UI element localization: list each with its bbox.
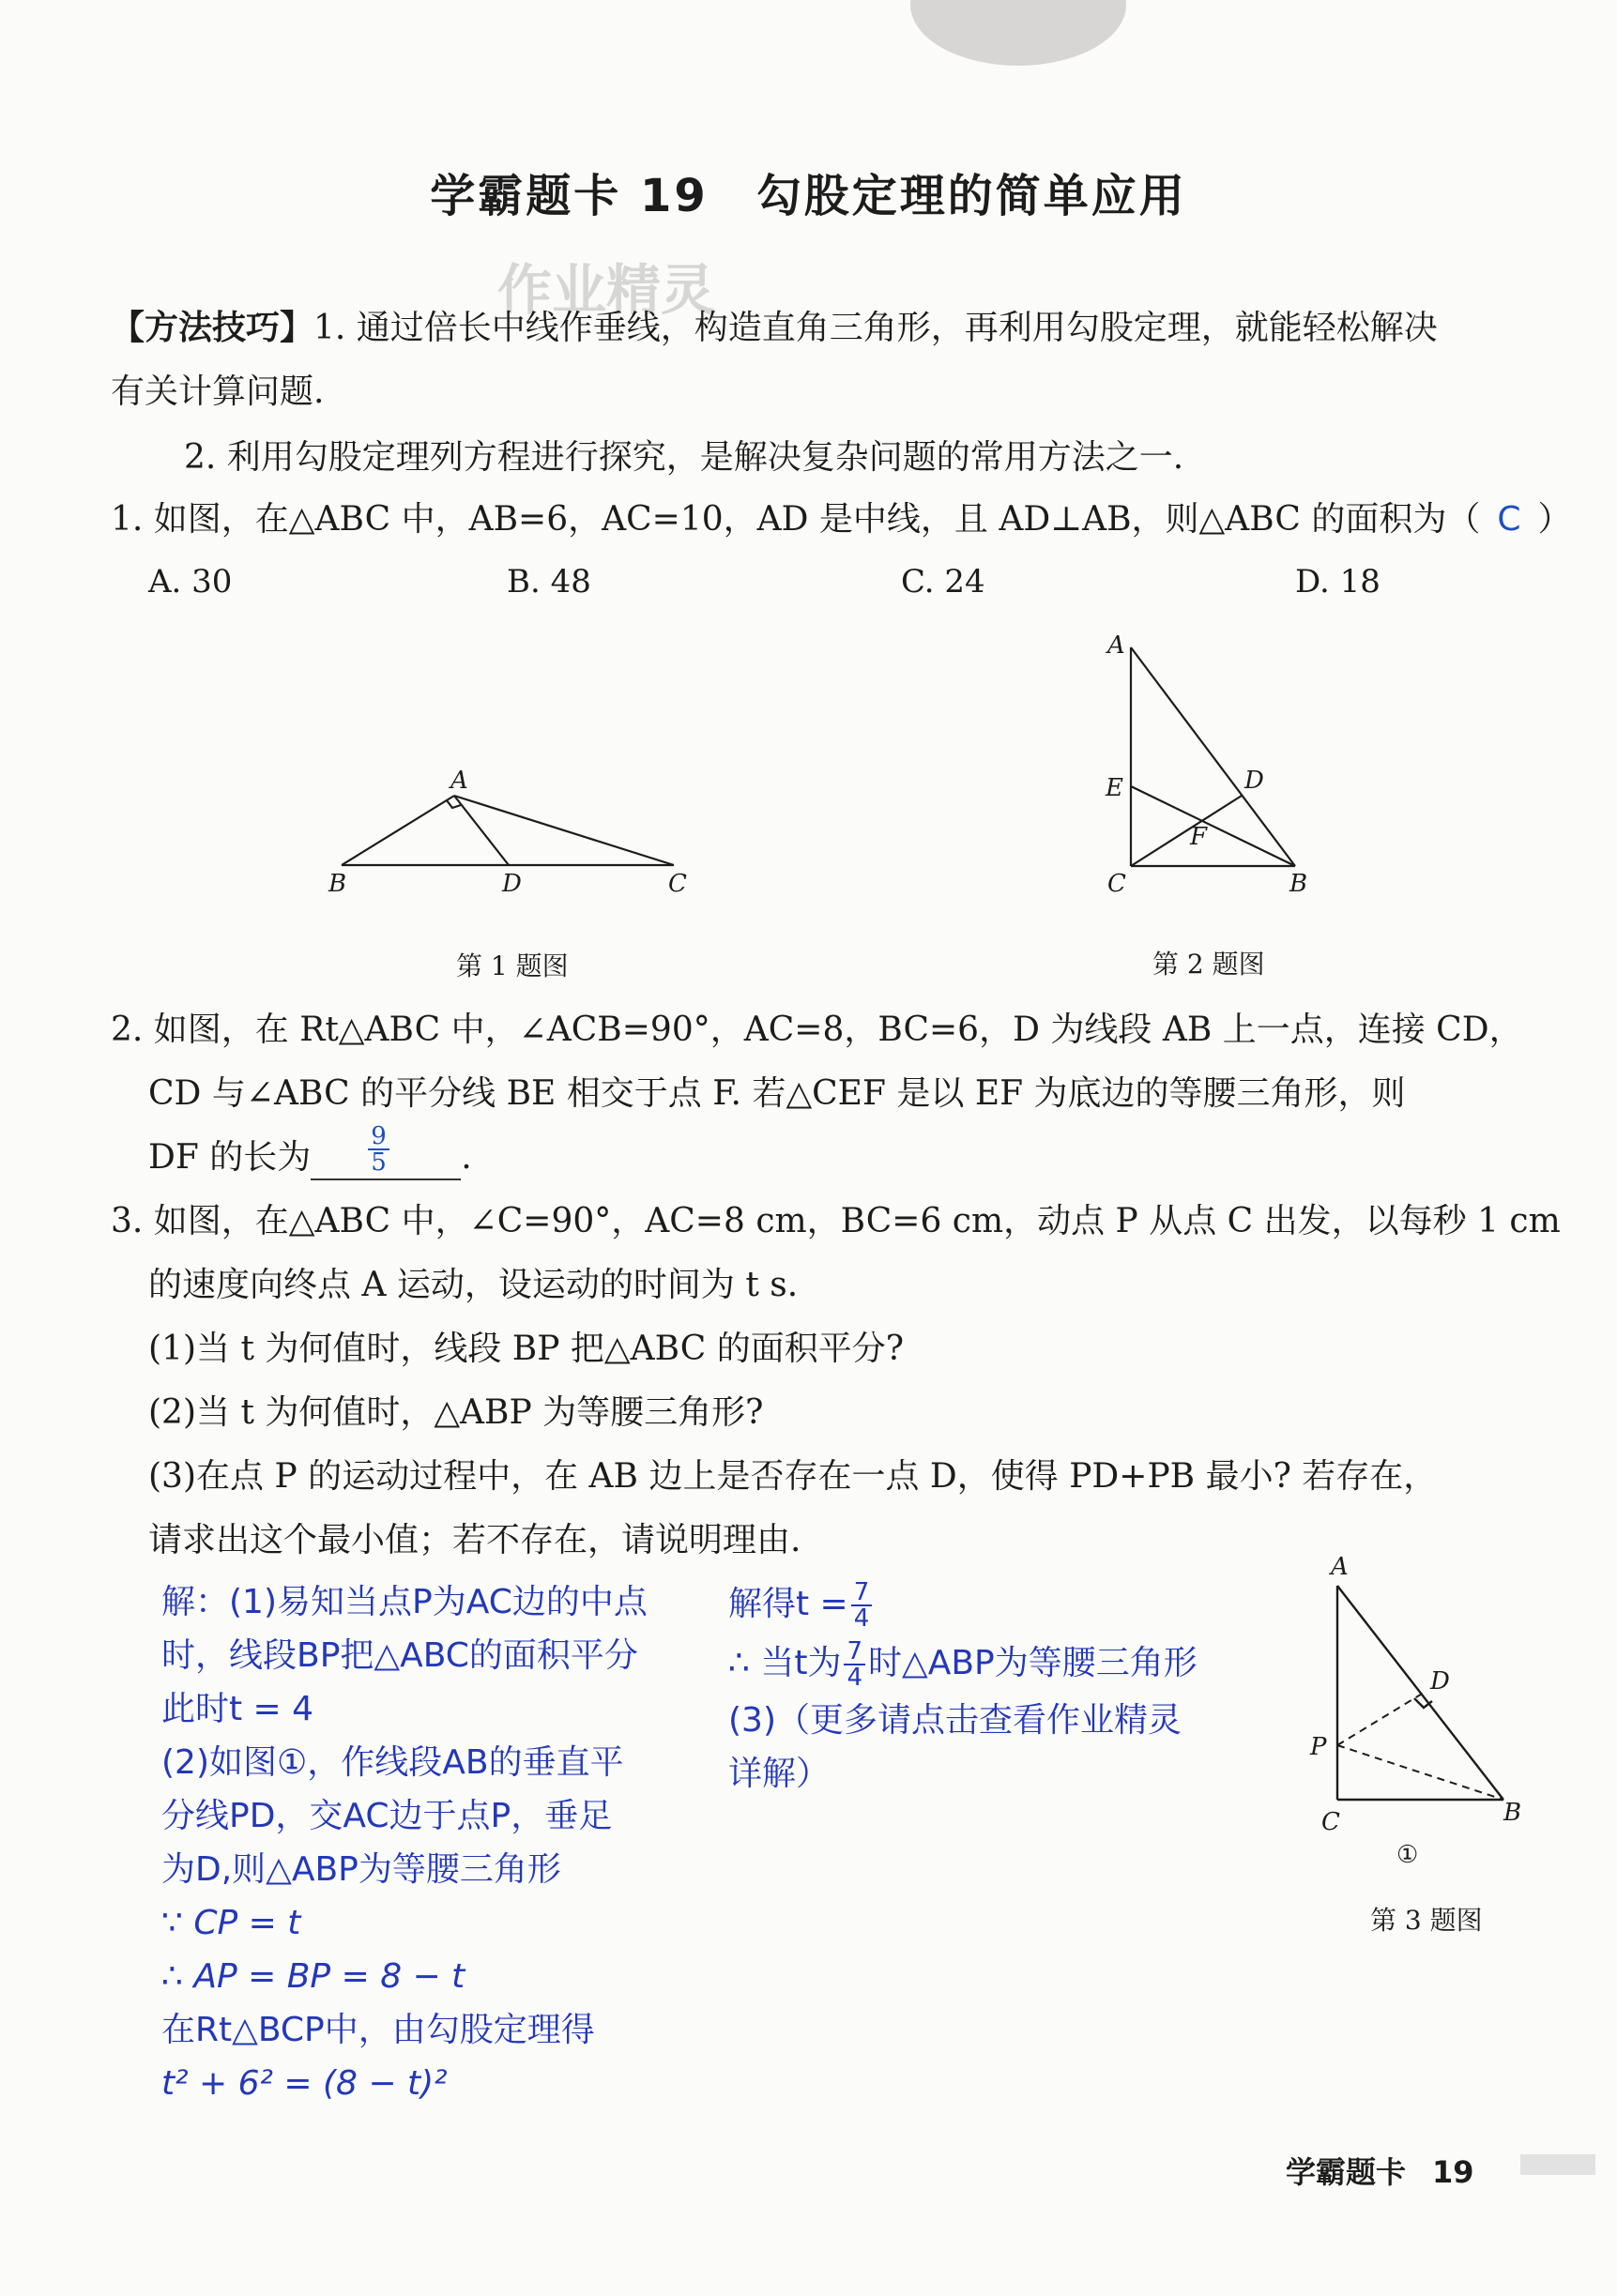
- fig2-label-b: B: [1289, 870, 1308, 898]
- solution-line: 时，线段BP把△ABC的面积平分: [161, 1636, 638, 1675]
- page-number: 19: [1432, 2154, 1474, 2190]
- fig3-label-a: A: [1331, 1553, 1349, 1581]
- solution-left: [161, 1580, 648, 2106]
- solution-line: 在Rt△BCP中，由勾股定理得: [161, 2011, 595, 2049]
- tips-line-1b: 有关计算问题.: [111, 373, 325, 411]
- q1-option-d: D. 18: [1295, 563, 1381, 601]
- footer-label: 学霸题卡: [1286, 2154, 1407, 2190]
- solution-right-line-3: (3)（更多请点击查看作业精灵: [728, 1701, 1182, 1740]
- q2-answer-blank: [311, 1122, 461, 1180]
- solution-right-line-2: ∴ 当t为 $\frac{7}{4}$ 时△ABP为等腰三角形: [728, 1637, 1197, 1692]
- q3-sub-3b: 请求出这个最小值；若不存在，请说明理由.: [148, 1521, 801, 1559]
- fig2-label-c: C: [1107, 870, 1126, 898]
- fig3-label-d: D: [1430, 1667, 1450, 1695]
- solution-line: 为D,则△ABP为等腰三角形: [161, 1850, 561, 1889]
- q3-sub-1: (1)当 t 为何值时，线段 BP 把△ABC 的面积平分?: [148, 1330, 905, 1368]
- solution-line: ∵ CP = t: [161, 1904, 301, 1942]
- q3-line-2: 的速度向终点 A 运动，设运动的时间为 t s.: [148, 1266, 799, 1304]
- solution-right-line-4: 详解）: [728, 1755, 831, 1793]
- fig3-label-c: C: [1321, 1808, 1340, 1836]
- q2-line-2: CD 与∠ABC 的平分线 BE 相交于点 F. 若△CEF 是以 EF 为底边的等腰三角形，则: [148, 1074, 1406, 1113]
- solution-line: 分线PD，交AC边于点P，垂足: [161, 1797, 613, 1835]
- figure-1-caption: 第 1 题图: [456, 950, 569, 981]
- solution-fraction: $\frac{7}{4}$: [844, 1639, 865, 1690]
- fig3-circle-label: ①: [1396, 1841, 1419, 1869]
- solution-right-line-1: 解得t = $\frac{7}{4}$: [728, 1580, 1197, 1631]
- tips-line-1: 【方法技巧】1. 通过倍长中线作垂线，构造直角三角形，再利用勾股定理，就能轻松解决: [111, 309, 1438, 347]
- tips-tag: 【方法技巧】: [111, 309, 314, 347]
- fig1-label-c: C: [668, 870, 687, 898]
- page-title: 学霸题卡 19 勾股定理的简单应用: [430, 170, 1187, 222]
- figure-3: [1295, 1548, 1558, 1886]
- q1-answer: C: [1497, 500, 1521, 539]
- fig1-label-b: B: [328, 870, 347, 898]
- footer-bar: [1520, 2154, 1595, 2175]
- fig2-label-d: D: [1244, 767, 1264, 795]
- solution-line: 解：(1)易知当点P为AC边的中点: [161, 1583, 648, 1621]
- q2-line-1: 2. 如图，在 Rt△ABC 中，∠ACB=90°，AC=8，BC=6，D 为线段 AB 上一点，连接 CD，: [111, 1011, 1523, 1049]
- q3-line-1: 3. 如图，在△ABC 中，∠C=90°，AC=8 cm，BC=6 cm，动点 P 从点 C 出发，以每秒 1 cm: [111, 1202, 1561, 1240]
- figure-1: [310, 760, 704, 910]
- solution-line: ∴ AP = BP = 8 − t: [161, 1957, 465, 1996]
- fig2-label-a: A: [1107, 631, 1125, 660]
- solution-right: [728, 1580, 1197, 1797]
- q1-option-a: A. 30: [148, 563, 233, 601]
- fig1-label-d: D: [502, 870, 522, 898]
- solution-line: t² + 6² = (8 − t)²: [161, 2064, 448, 2103]
- q1-stem: 1. 如图，在△ABC 中，AB=6，AC=10，AD 是中线，且 AD⊥AB，则△ABC 的面积为（ C ）: [111, 500, 1572, 539]
- figure-2-caption: 第 2 题图: [1152, 949, 1265, 980]
- q2-answer-fraction: $\frac{9}{5}$: [368, 1124, 389, 1175]
- solution-line: (2)如图①，作线段AB的垂直平: [161, 1743, 624, 1782]
- fig1-label-a: A: [450, 767, 468, 795]
- q2-line-3: DF 的长为 $\frac{9}{5}$ .: [148, 1135, 472, 1180]
- fig2-label-f: F: [1190, 823, 1208, 851]
- watermark: 作业精灵: [497, 258, 716, 322]
- q3-sub-3a: (3)在点 P 的运动过程中，在 AB 边上是否存在一点 D，使得 PD+PB 最小? 若存在，: [148, 1457, 1438, 1496]
- scan-shadow: [910, 0, 1126, 66]
- footer: [1286, 2149, 1474, 2192]
- tips-line-2: 2. 利用勾股定理列方程进行探究，是解决复杂问题的常用方法之一.: [184, 438, 1184, 477]
- solution-line: 此时t = 4: [161, 1690, 314, 1728]
- figure-3-caption: 第 3 题图: [1370, 1905, 1483, 1936]
- q1-option-b: B. 48: [507, 563, 591, 601]
- figure-2: [1089, 627, 1333, 908]
- q3-sub-2: (2)当 t 为何值时，△ABP 为等腰三角形?: [148, 1393, 764, 1432]
- fig3-label-p: P: [1310, 1733, 1327, 1761]
- fig2-label-e: E: [1106, 774, 1123, 802]
- solution-fraction: $\frac{7}{4}$: [851, 1580, 873, 1631]
- q1-option-c: C. 24: [901, 563, 985, 601]
- fig3-label-b: B: [1503, 1799, 1522, 1827]
